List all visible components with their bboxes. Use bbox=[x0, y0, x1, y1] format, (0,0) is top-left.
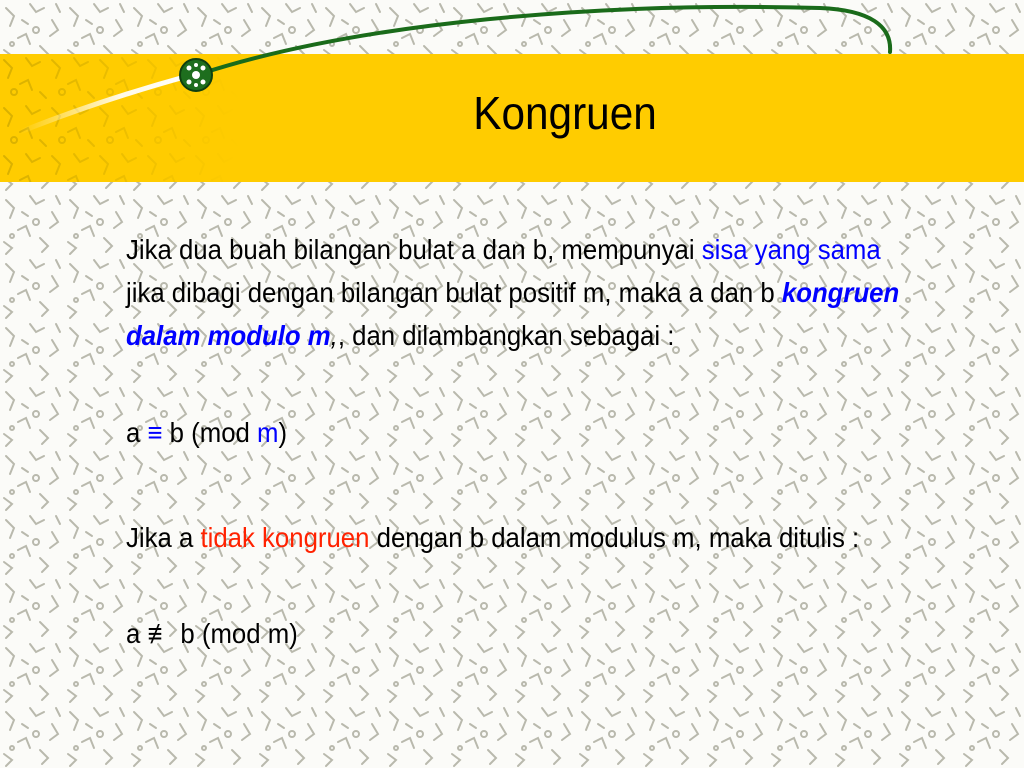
non-congruence-paragraph bbox=[126, 516, 880, 559]
definition-text-1: Jika dua buah bilangan bulat a dan b, mempunyai bbox=[126, 234, 702, 265]
notation-m: m bbox=[257, 417, 279, 448]
definition-comma: , bbox=[330, 320, 338, 351]
green-arc-line bbox=[200, 7, 890, 74]
slide-title: Kongruen bbox=[473, 87, 657, 139]
definition-text-2: jika dibagi dengan bilangan bulat positif m, maka a dan b bbox=[126, 277, 782, 308]
noncongruence-highlight: tidak kongruen bbox=[200, 522, 370, 553]
notation-a: a bbox=[126, 417, 148, 448]
non-congruence-notation: a ≢ b (mod m) bbox=[126, 618, 298, 649]
congruence-notation bbox=[126, 411, 880, 454]
noncongruence-text-2: dengan b dalam modulus m, maka ditulis : bbox=[369, 522, 860, 553]
notation-b-mod: b (mod bbox=[162, 417, 258, 448]
white-light-streak bbox=[20, 76, 188, 132]
definition-highlight-kongruen: kongruen dalam modulo m bbox=[126, 277, 900, 351]
definition-paragraph bbox=[126, 228, 917, 357]
congruence-symbol: ≡ bbox=[147, 417, 163, 448]
notation-close: ) bbox=[278, 417, 288, 448]
definition-highlight-sisa: sisa yang sama bbox=[701, 234, 881, 265]
noncongruence-text-1: Jika a bbox=[126, 522, 201, 553]
definition-text-3: , dan dilambangkan sebagai : bbox=[337, 320, 675, 351]
green-ball-icon bbox=[180, 59, 212, 91]
